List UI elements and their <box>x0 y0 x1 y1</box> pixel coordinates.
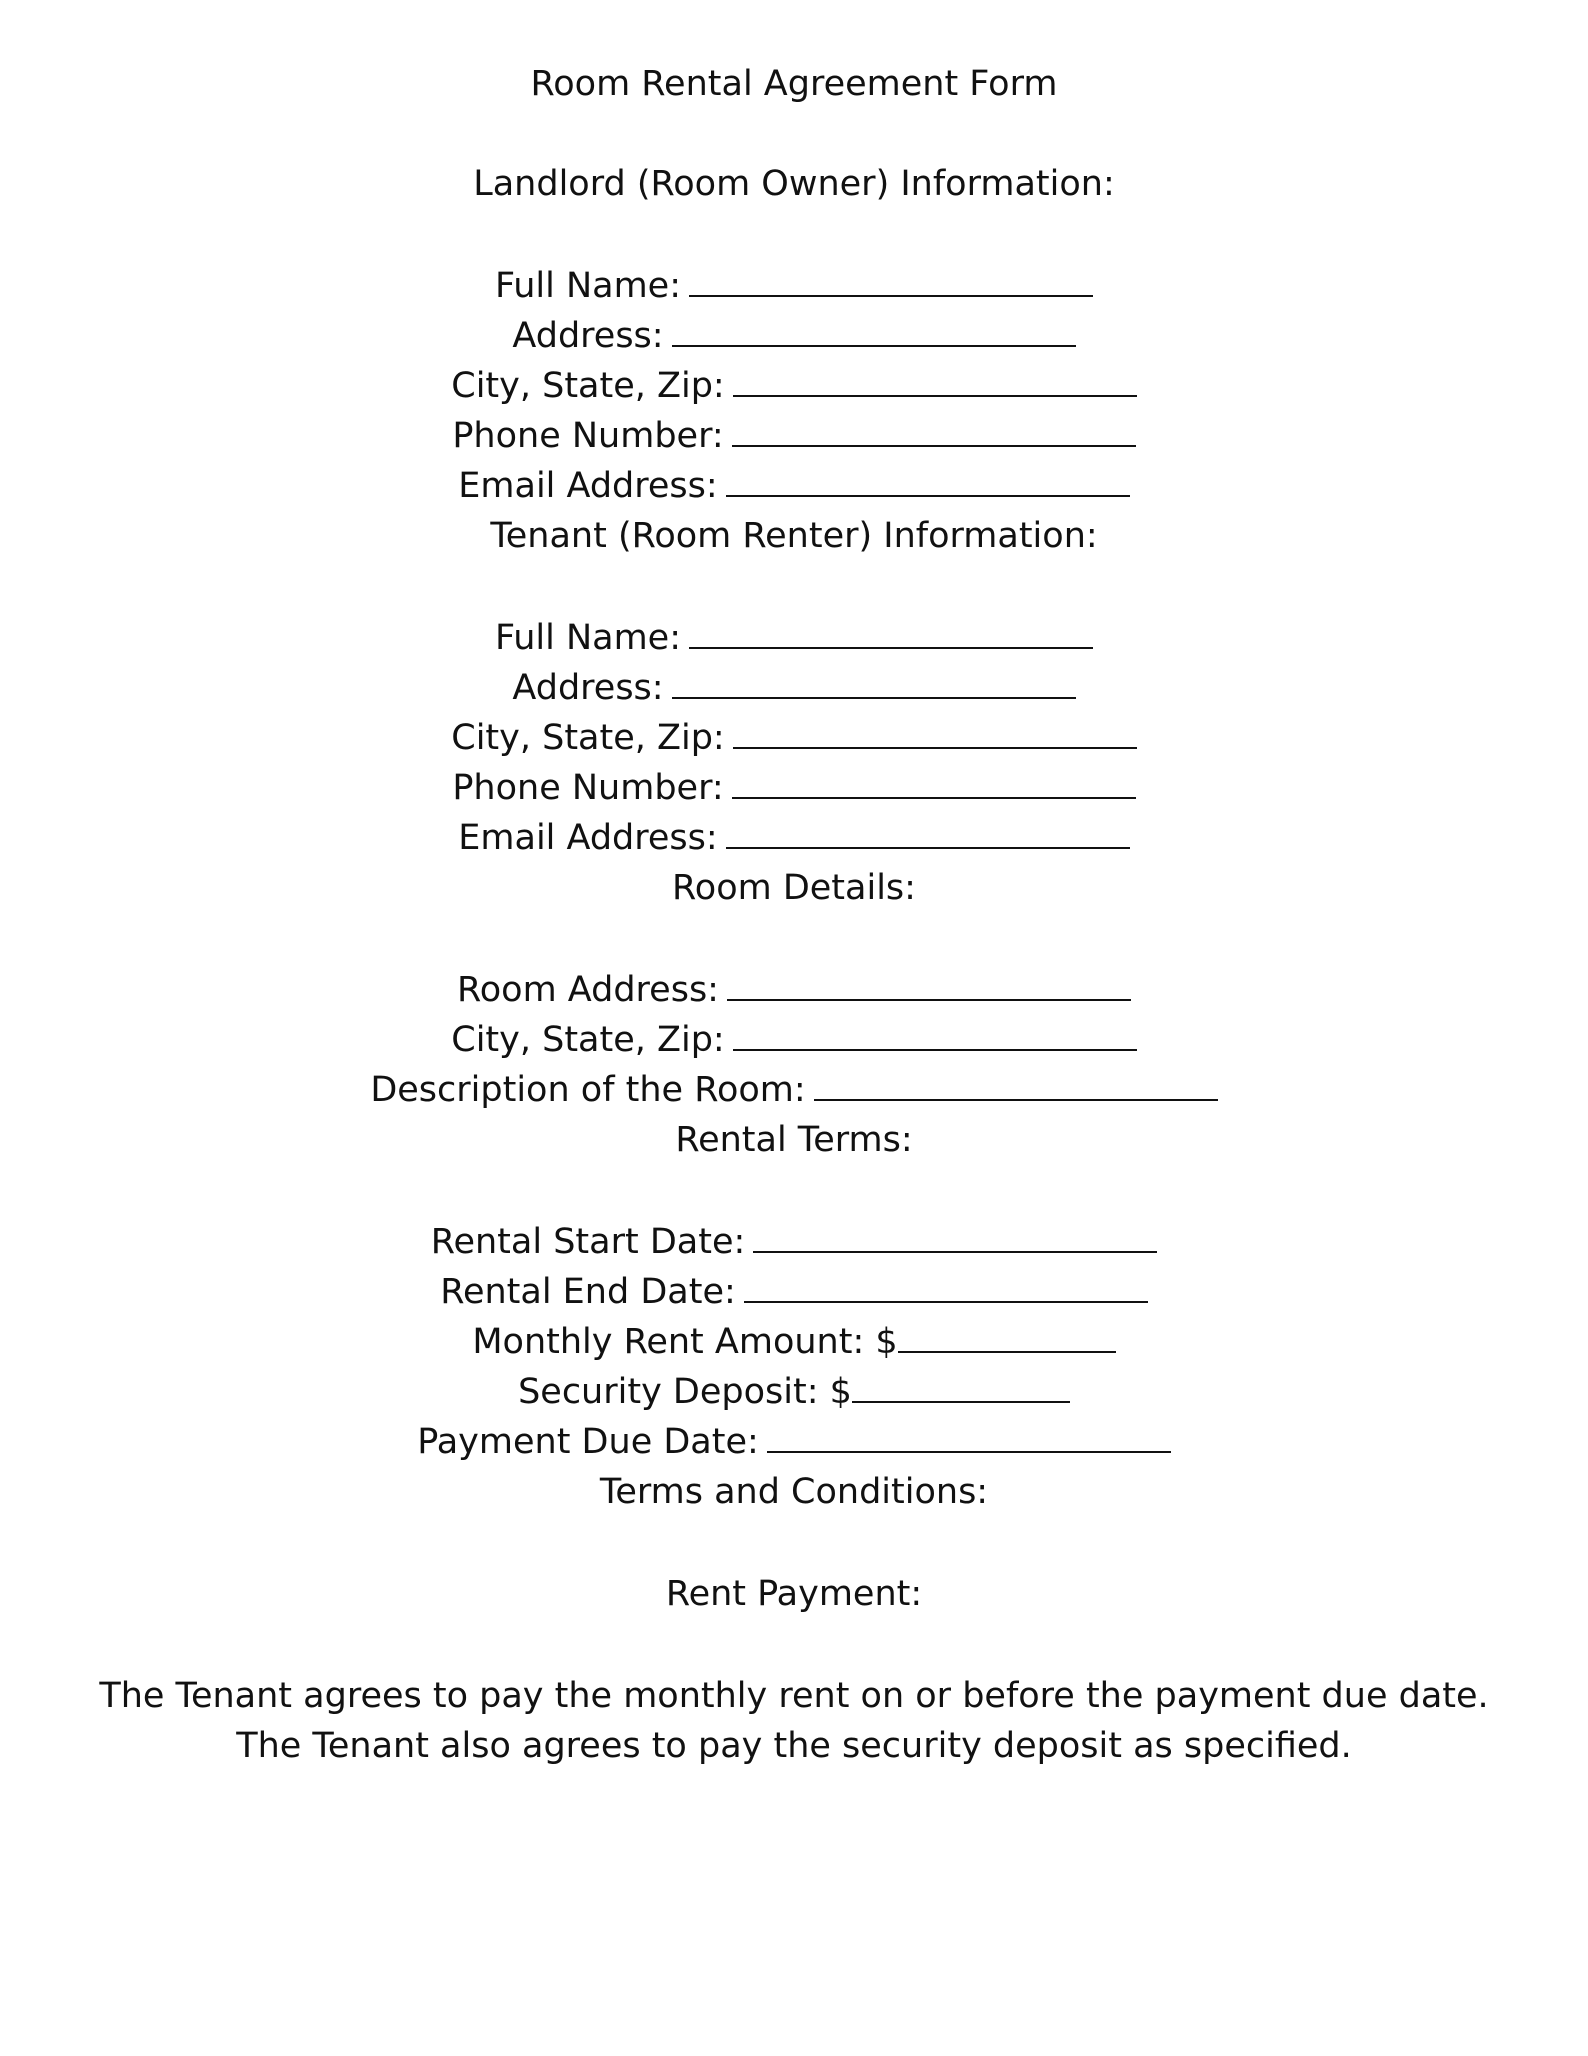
terms-conditions-heading-text: Terms and Conditions: <box>599 1472 989 1512</box>
paragraph-line-1-text: The Tenant agrees to pay the monthly rent on or before the payment due date. <box>99 1676 1489 1716</box>
tenant-email-label: Email Address: <box>458 818 718 858</box>
room-heading-text: Room Details: <box>672 868 916 908</box>
tenant-city-state-zip-label: City, State, Zip: <box>451 718 725 758</box>
landlord-email-label: Email Address: <box>458 466 718 506</box>
room-description-label: Description of the Room: <box>370 1070 806 1110</box>
monthly-rent-blank[interactable] <box>898 1321 1116 1353</box>
landlord-city-state-zip-field <box>0 364 1588 408</box>
room-description-field <box>0 1068 1588 1112</box>
tenant-email-blank[interactable] <box>726 817 1130 849</box>
rental-terms-heading-text: Rental Terms: <box>675 1120 913 1160</box>
room-description-blank[interactable] <box>814 1069 1218 1101</box>
monthly-rent-field <box>0 1320 1588 1364</box>
tenant-heading <box>0 514 1588 558</box>
security-deposit-field <box>0 1370 1588 1414</box>
room-city-state-zip-blank[interactable] <box>733 1019 1137 1051</box>
landlord-phone-blank[interactable] <box>732 415 1136 447</box>
tenant-phone-field <box>0 766 1588 810</box>
tenant-full-name-blank[interactable] <box>689 617 1093 649</box>
landlord-full-name-label: Full Name: <box>494 266 682 306</box>
tenant-address-label: Address: <box>512 668 664 708</box>
rental-end-date-blank[interactable] <box>744 1271 1148 1303</box>
room-address-label: Room Address: <box>457 970 719 1010</box>
rental-start-date-field <box>0 1220 1588 1264</box>
tenant-city-state-zip-field <box>0 716 1588 760</box>
tenant-address-blank[interactable] <box>672 667 1076 699</box>
landlord-heading-text: Landlord (Room Owner) Information: <box>473 164 1115 204</box>
tenant-full-name-field <box>0 616 1588 660</box>
tenant-city-state-zip-blank[interactable] <box>733 717 1137 749</box>
rent-payment-subheading-text: Rent Payment: <box>665 1574 923 1614</box>
security-deposit-blank[interactable] <box>852 1371 1070 1403</box>
landlord-phone-label: Phone Number: <box>452 416 724 456</box>
landlord-city-state-zip-label: City, State, Zip: <box>451 366 725 406</box>
landlord-full-name-field <box>0 264 1588 308</box>
rental-start-date-blank[interactable] <box>753 1221 1157 1253</box>
landlord-address-field <box>0 314 1588 358</box>
room-heading <box>0 866 1588 910</box>
payment-due-date-label: Payment Due Date: <box>417 1422 759 1462</box>
tenant-phone-blank[interactable] <box>732 767 1136 799</box>
rental-end-date-label: Rental End Date: <box>440 1272 736 1312</box>
tenant-full-name-label: Full Name: <box>494 618 682 658</box>
paragraph-line-2 <box>0 1724 1588 1768</box>
landlord-heading <box>0 162 1588 206</box>
rental-start-date-label: Rental Start Date: <box>430 1222 746 1262</box>
landlord-email-blank[interactable] <box>726 465 1130 497</box>
room-address-blank[interactable] <box>727 969 1131 1001</box>
room-address-field <box>0 968 1588 1012</box>
terms-conditions-heading <box>0 1470 1588 1514</box>
paragraph-line-2-text: The Tenant also agrees to pay the security deposit as specified. <box>236 1726 1352 1766</box>
security-deposit-currency: $ <box>829 1372 852 1412</box>
landlord-address-blank[interactable] <box>672 315 1076 347</box>
document-title <box>0 62 1588 106</box>
payment-due-date-field <box>0 1420 1588 1464</box>
paragraph-line-1 <box>0 1674 1588 1718</box>
landlord-full-name-blank[interactable] <box>689 265 1093 297</box>
room-city-state-zip-field <box>0 1018 1588 1062</box>
room-city-state-zip-label: City, State, Zip: <box>451 1020 725 1060</box>
payment-due-date-blank[interactable] <box>767 1421 1171 1453</box>
rental-terms-heading <box>0 1118 1588 1162</box>
tenant-phone-label: Phone Number: <box>452 768 724 808</box>
security-deposit-label: Security Deposit: <box>518 1372 819 1412</box>
monthly-rent-label: Monthly Rent Amount: <box>472 1322 865 1362</box>
document-title-text: Room Rental Agreement Form <box>530 64 1058 104</box>
landlord-city-state-zip-blank[interactable] <box>733 365 1137 397</box>
rental-end-date-field <box>0 1270 1588 1314</box>
tenant-email-field <box>0 816 1588 860</box>
tenant-address-field <box>0 666 1588 710</box>
landlord-address-label: Address: <box>512 316 664 356</box>
landlord-phone-field <box>0 414 1588 458</box>
tenant-heading-text: Tenant (Room Renter) Information: <box>490 516 1098 556</box>
rent-payment-subheading <box>0 1572 1588 1616</box>
landlord-email-field <box>0 464 1588 508</box>
monthly-rent-currency: $ <box>875 1322 898 1362</box>
